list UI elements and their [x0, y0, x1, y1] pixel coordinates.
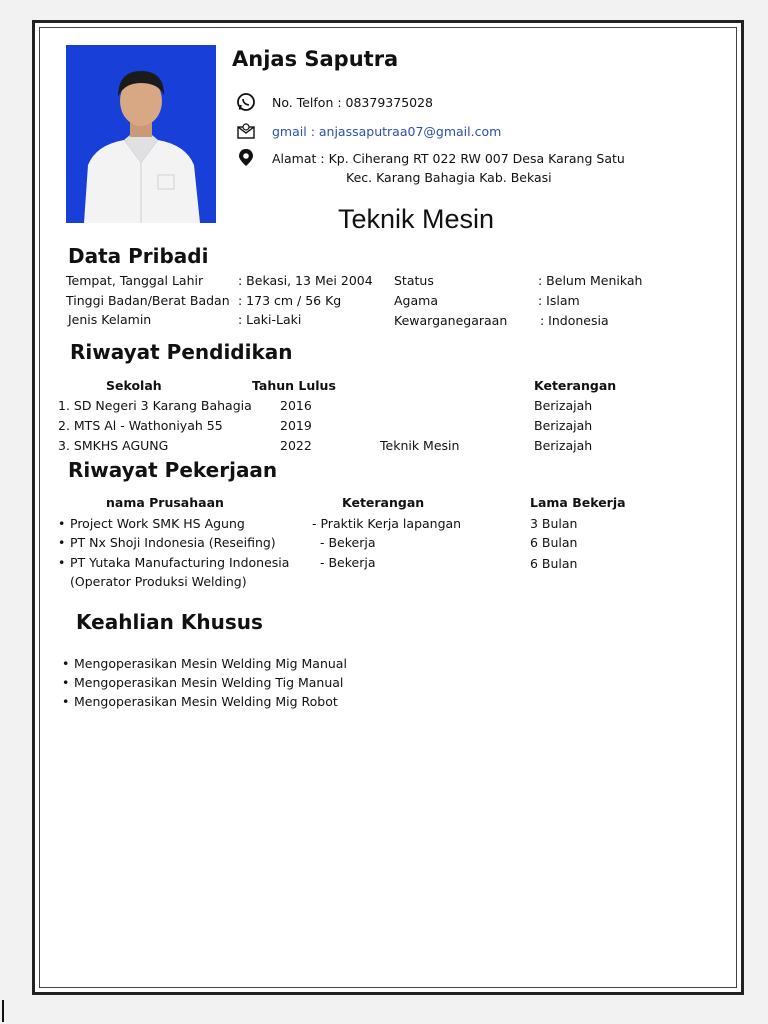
- edge-mark: [2, 1000, 4, 1022]
- email-icon: [236, 121, 256, 141]
- personal-value: : Islam: [538, 293, 580, 308]
- phone-text: No. Telfon : 08379375028: [272, 95, 434, 110]
- education-note: Berizajah: [534, 418, 593, 433]
- education-year: 2019: [280, 418, 312, 433]
- personal-value: : Laki-Laki: [238, 312, 302, 327]
- education-year: 2016: [280, 398, 312, 413]
- personal-label: Agama: [394, 293, 438, 308]
- section-heading-data-pribadi: Data Pribadi: [68, 244, 209, 268]
- personal-value: : 173 cm / 56 Kg: [238, 293, 342, 308]
- education-year: 2022: [280, 438, 312, 453]
- education-school: 2. MTS Al - Wathoniyah 55: [58, 418, 223, 433]
- email-text[interactable]: gmail : anjassaputraa07@gmail.com: [272, 124, 502, 139]
- work-company: • PT Yutaka Manufacturing Indonesia: [70, 555, 289, 570]
- work-duration: 3 Bulan: [530, 516, 578, 531]
- section-heading-pendidikan: Riwayat Pendidikan: [70, 340, 293, 364]
- work-duration: 6 Bulan: [530, 556, 578, 571]
- section-heading-pekerjaan: Riwayat Pekerjaan: [68, 458, 278, 482]
- whatsapp-icon: [236, 92, 256, 112]
- profile-photo: [66, 45, 216, 223]
- personal-label: Tempat, Tanggal Lahir: [66, 273, 204, 288]
- cv-page: [32, 20, 744, 995]
- work-company: • PT Nx Shoji Indonesia (Reseifing): [70, 535, 276, 550]
- column-header: Sekolah: [106, 378, 162, 393]
- work-company: • Project Work SMK HS Agung: [70, 516, 245, 531]
- education-major: Teknik Mesin: [380, 438, 460, 453]
- column-header: Keterangan: [534, 378, 617, 393]
- location-pin-icon: [236, 148, 256, 168]
- address-line-2: Kec. Karang Bahagia Kab. Bekasi: [346, 170, 552, 185]
- work-note: - Praktik Kerja lapangan: [312, 516, 462, 531]
- work-note: - Bekerja: [320, 555, 376, 570]
- personal-label: Status: [394, 273, 434, 288]
- column-header: Tahun Lulus: [252, 378, 336, 393]
- skill-item: • Mengoperasikan Mesin Welding Mig Manual: [74, 656, 347, 671]
- personal-value: : Belum Menikah: [538, 273, 643, 288]
- work-note: - Bekerja: [320, 535, 376, 550]
- personal-label: Tinggi Badan/Berat Badan: [66, 293, 230, 308]
- address-line-1: Alamat : Kp. Ciherang RT 022 RW 007 Desa Karang Satu: [272, 151, 625, 166]
- skill-item: • Mengoperasikan Mesin Welding Tig Manual: [74, 675, 343, 690]
- personal-value: : Indonesia: [540, 313, 609, 328]
- education-school: 1. SD Negeri 3 Karang Bahagia: [58, 398, 252, 413]
- column-header: Keterangan: [342, 495, 425, 510]
- person-name: Anjas Saputra: [232, 47, 399, 71]
- personal-label: Kewarganegaraan: [394, 313, 508, 328]
- education-school: 3. SMKHS AGUNG: [58, 438, 169, 453]
- section-heading-keahlian: Keahlian Khusus: [76, 610, 263, 634]
- personal-value: : Bekasi, 13 Mei 2004: [238, 273, 373, 288]
- personal-label: Jenis Kelamin: [68, 312, 152, 327]
- work-duration: 6 Bulan: [530, 535, 578, 550]
- education-note: Berizajah: [534, 438, 593, 453]
- column-header: Lama Bekerja: [530, 495, 626, 510]
- column-header: nama Prusahaan: [106, 495, 224, 510]
- skill-item: • Mengoperasikan Mesin Welding Mig Robot: [74, 694, 338, 709]
- job-title: Teknik Mesin: [338, 204, 495, 234]
- work-company-line2: (Operator Produksi Welding): [70, 574, 247, 589]
- cv-inner-border: [39, 27, 737, 988]
- education-note: Berizajah: [534, 398, 593, 413]
